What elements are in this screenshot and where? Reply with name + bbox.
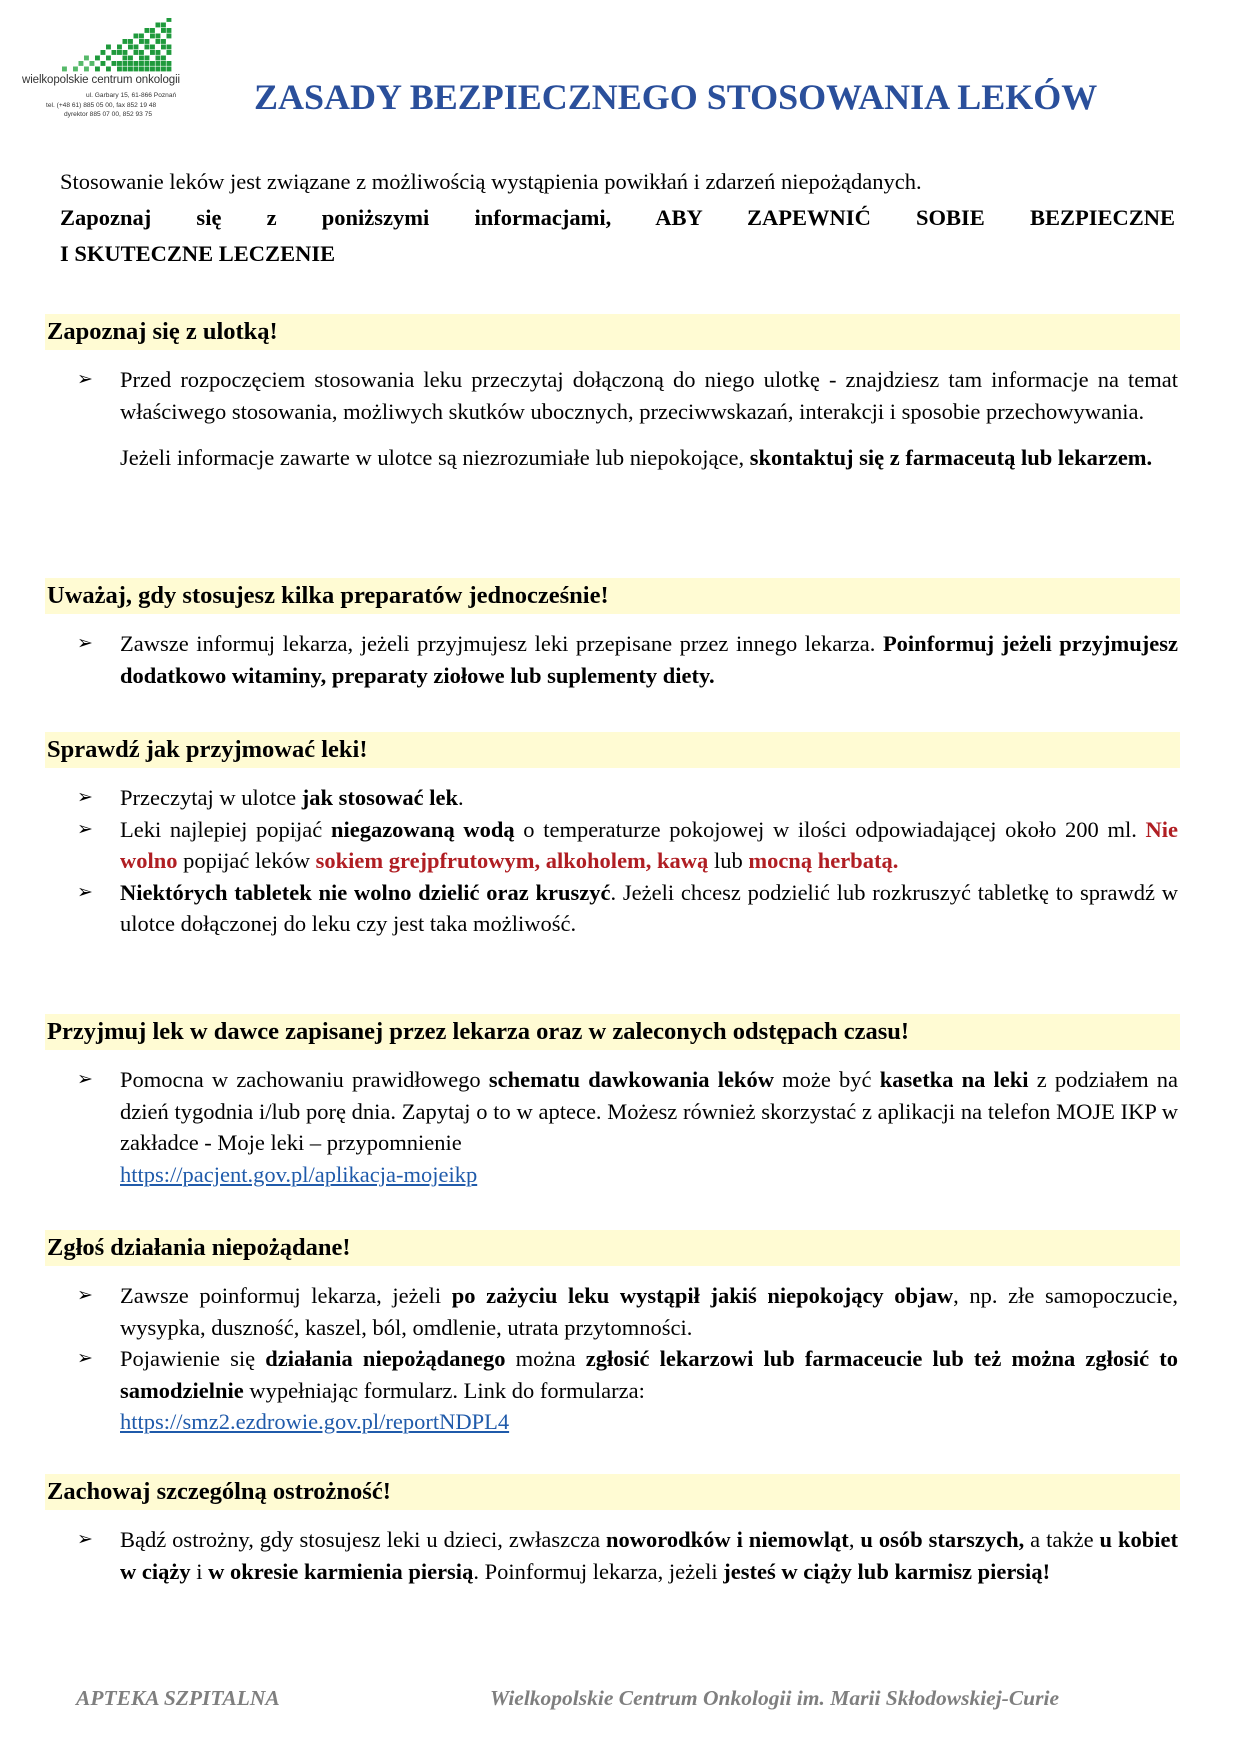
intro-line-3: I SKUTECZNE LECZENIE <box>60 241 336 266</box>
item-text: a także <box>1024 1527 1100 1552</box>
list-item <box>45 1064 1180 1190</box>
logo-org-name: wielkopolskie centrum onkologii <box>22 74 180 86</box>
logo-address <box>46 91 176 120</box>
list-item <box>45 814 1180 877</box>
item-text: . Jeżeli chcesz podzielić lub rozkruszyć tabletkę to sprawdź w ulotce dołączonej do leku czy jest taka możliwość. <box>120 879 1178 936</box>
logo-mosaic-icon <box>58 18 178 78</box>
item-bold: u osób starszych, <box>860 1527 1025 1552</box>
item-bold: w okresie karmienia piersią <box>208 1558 474 1584</box>
section-heading: Przyjmuj lek w dawce zapisanej przez lekarza oraz w zaleconych odstępach czasu! <box>45 1014 1180 1050</box>
item-text: , np. złe samopoczucie, wysypka, duszność, kaszel, ból, omdlenie, utrata przytomności. <box>120 1283 1179 1340</box>
section-dosage <box>45 1014 1180 1190</box>
item-text: . Poinformuj lekarza, jeżeli <box>473 1558 724 1584</box>
intro-line-2: Zapoznaj się z poniższymi informacjami, ABY ZAPEWNIĆ SOBIE BEZPIECZNE <box>60 205 1175 230</box>
item-bold: schematu dawkowania leków <box>488 1067 774 1092</box>
item-text: może być <box>773 1067 880 1092</box>
section-heading: Sprawdź jak przyjmować leki! <box>45 732 1180 768</box>
item-bold: Niektórych tabletek nie wolno dzielić oraz kruszyć <box>120 879 611 905</box>
list-item <box>45 1343 1180 1438</box>
item-text: , <box>848 1527 861 1552</box>
list-item <box>45 628 1180 691</box>
item-text: Zawsze poinformuj lekarza, jeżeli <box>120 1283 452 1308</box>
intro <box>60 164 1175 272</box>
section-leaflet <box>45 314 1180 474</box>
footer-left: APTEKA SZPITALNA <box>76 1686 280 1710</box>
arrow-bullet-icon: ➢ <box>77 817 93 840</box>
list-item <box>45 364 1180 427</box>
report-form-link[interactable]: https://smz2.ezdrowie.gov.pl/reportNDPL4 <box>120 1409 510 1434</box>
warning-text: mocną herbatą. <box>748 848 899 873</box>
list-item <box>45 782 1180 814</box>
item-text: o temperaturze pokojowej w ilości odpowiadającej około 200 ml. <box>514 816 1146 842</box>
list-item <box>45 877 1180 940</box>
section-caution <box>45 1474 1180 1587</box>
item-text: Leki najlepiej popijać <box>120 816 331 842</box>
section-multiple-drugs <box>45 578 1180 691</box>
item-text: Pomocna w zachowaniu prawidłowego <box>120 1067 489 1092</box>
item-text: z podziałem na dzień tygodnia i/lub porę dnia. Zapytaj o to w aptece. Możesz również skorzystać z aplikacji na telefon MOJE IKP w zakładce - Moje leki – przypomnienie <box>120 1067 1179 1155</box>
section-heading: Uważaj, gdy stosujesz kilka preparatów jednocześnie! <box>45 578 1180 614</box>
arrow-bullet-icon: ➢ <box>77 880 93 903</box>
item-text: Przed rozpoczęciem stosowania leku przeczytaj dołączoną do niego ulotkę - znajdziesz tam informacje na temat właściwego stosowania, możliwych skutków ubocznych, przeciwwskazań, interakcji i sposobie przechowywania. <box>120 367 1178 424</box>
item-bold: u kobiet w ciąży <box>120 1527 1179 1584</box>
item-text: Pojawienie się <box>120 1346 266 1371</box>
item-text: lub <box>708 848 749 873</box>
arrow-bullet-icon: ➢ <box>77 786 93 808</box>
intro-line-1: Stosowanie leków jest związane z możliwością wystąpienia powikłań i zdarzeń niepożądanych. <box>60 169 922 194</box>
page-title: ZASADY BEZPIECZNEGO STOSOWANIA LEKÓW <box>254 77 1098 117</box>
item-bold: kasetka na leki <box>879 1067 1029 1092</box>
address-line-3: dyrektor 885 07 00, 852 93 75 <box>64 111 152 118</box>
item-bold: po zażyciu leku wystąpił jakiś niepokojący objaw <box>451 1283 954 1308</box>
section-heading: Zgłoś działania niepożądane! <box>45 1230 1180 1266</box>
item-text: i <box>190 1558 209 1584</box>
item-bold: jesteś w ciąży lub karmisz piersią! <box>723 1558 1051 1584</box>
arrow-bullet-icon: ➢ <box>77 1528 93 1550</box>
address-line-2: tel. (+48 61) 885 05 00, fax 852 19 48 <box>46 101 157 109</box>
list-item <box>45 1524 1180 1587</box>
list-item <box>45 1280 1180 1343</box>
item-text: Przeczytaj w ulotce <box>120 785 302 810</box>
item-bold: działania niepożądanego <box>265 1346 506 1371</box>
item-text: wypełniając formularz. Link do formularza: <box>243 1377 645 1403</box>
note-bold: skontaktuj się z farmaceutą lub lekarzem. <box>749 445 1153 470</box>
item-bold: niegazowaną wodą <box>330 816 515 842</box>
arrow-bullet-icon: ➢ <box>77 1284 93 1306</box>
item-bold: zgłosić lekarzowi lub farmaceucie lub też można zgłosić to samodzielnie <box>120 1346 1178 1403</box>
arrow-bullet-icon: ➢ <box>77 1347 93 1369</box>
item-text: Zawsze informuj lekarza, jeżeli przyjmujesz leki przepisane przez innego lekarza. <box>120 631 883 656</box>
item-text: można <box>505 1346 586 1371</box>
section-heading: Zapoznaj się z ulotką! <box>45 314 1180 350</box>
section-heading: Zachowaj szczególną ostrożność! <box>45 1474 1180 1510</box>
note-text: Jeżeli informacje zawarte w ulotce są niezrozumiałe lub niepokojące, <box>120 445 750 470</box>
item-text: . <box>458 785 464 810</box>
footer-right: Wielkopolskie Centrum Onkologii im. Marii Skłodowskiej-Curie <box>490 1686 1060 1710</box>
mojeikp-link[interactable]: https://pacjent.gov.pl/aplikacja-mojeikp <box>120 1161 478 1187</box>
section-adverse-effects <box>45 1230 1180 1438</box>
warning-text: Nie wolno <box>120 816 1179 873</box>
warning-text: sokiem grejpfrutowym, alkoholem, kawą <box>315 848 709 873</box>
item-bold: Poinformuj jeżeli przyjmujesz dodatkowo witaminy, preparaty ziołowe lub suplementy diety. <box>120 631 1178 688</box>
section-how-to-take <box>45 732 1180 940</box>
arrow-bullet-icon: ➢ <box>77 632 93 654</box>
arrow-bullet-icon: ➢ <box>77 368 93 390</box>
arrow-bullet-icon: ➢ <box>77 1068 93 1090</box>
item-bold: jak stosować lek <box>301 785 459 810</box>
address-line-1: ul. Garbary 15, 61-866 Poznań <box>86 92 177 99</box>
item-text: Bądź ostrożny, gdy stosujesz leki u dzieci, zwłaszcza <box>120 1527 607 1552</box>
leaflet-note <box>45 442 1180 474</box>
wco-logo <box>22 18 237 128</box>
item-text: popijać leków <box>177 848 316 873</box>
item-bold: noworodków i niemowląt <box>606 1527 849 1552</box>
